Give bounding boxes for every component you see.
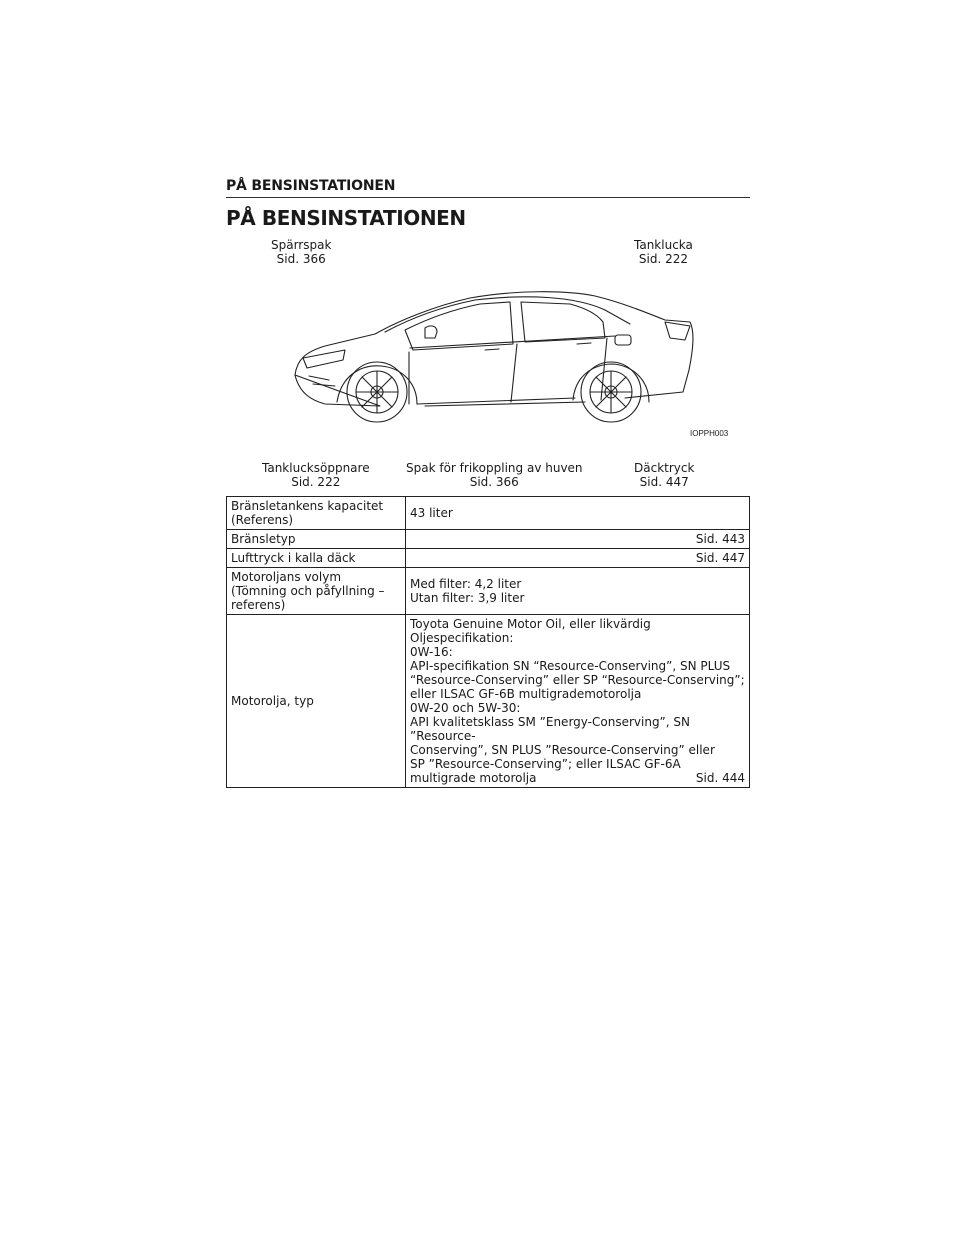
oil-capacity-value: Med filter: 4,2 liter Utan filter: 3,9 liter — [406, 568, 750, 615]
callout-tire-pressure — [634, 461, 694, 489]
oil-type-cell — [406, 615, 750, 788]
fuel-type-ref: Sid. 443 — [406, 530, 750, 549]
callout-fuel-door-opener — [262, 461, 370, 489]
callout-fuel-door-opener-label: Tanklucksöppnare — [262, 461, 370, 475]
running-header: PÅ BENSINSTATIONEN — [226, 178, 396, 194]
spec-table — [226, 496, 750, 788]
oil-type-value: Toyota Genuine Motor Oil, eller likvärdig Oljespecifikation: 0W-16: API-specifikation SN “Resource-Conserving”, SN PLUS “Resource-Conserving” eller SP “Resource-Conserving”; eller ILSAC GF-6B multigrademotorolja 0W-20 och 5W-30: API kvalitetsklass SM ”Energy-Conserving”, SN ”Resource- Conserving”, SN PLUS ”Resource-Conserving” eller SP ”Resource-Conserving”; eller ILSAC GF-6A multigrade motorolja — [410, 617, 745, 785]
fuel-type-label: Bränsletyp — [227, 530, 406, 549]
callout-lock-lever-label: Spärrspak — [271, 238, 332, 252]
car-side-illustration — [285, 280, 705, 430]
oil-type-ref: Sid. 444 — [695, 771, 745, 785]
cold-tire-pressure-ref: Sid. 447 — [406, 549, 750, 568]
cold-tire-pressure-label: Lufttryck i kalla däck — [227, 549, 406, 568]
callout-tire-pressure-ref: Sid. 447 — [639, 475, 689, 489]
table-row — [227, 530, 750, 549]
callout-fuel-door-ref: Sid. 222 — [638, 252, 688, 266]
fuel-tank-capacity-value: 43 liter — [406, 497, 750, 530]
callout-hood-release-label: Spak för frikoppling av huven — [406, 461, 583, 475]
table-row — [227, 568, 750, 615]
table-row — [227, 497, 750, 530]
header-rule — [226, 197, 750, 198]
callout-hood-release — [406, 461, 583, 489]
callout-fuel-door-label: Tanklucka — [634, 238, 693, 252]
oil-type-label: Motorolja, typ — [227, 615, 406, 788]
callout-lock-lever-ref: Sid. 366 — [276, 252, 326, 266]
oil-capacity-label: Motoroljans volym (Tömning och påfyllning – referens) — [227, 568, 406, 615]
callout-lock-lever — [271, 238, 331, 266]
callout-fuel-door — [634, 238, 693, 266]
table-row — [227, 549, 750, 568]
callout-tire-pressure-label: Däcktryck — [634, 461, 695, 475]
figure-code: IOPPH003 — [690, 429, 729, 438]
callout-hood-release-ref: Sid. 366 — [469, 475, 519, 489]
fuel-tank-capacity-label: Bränsletankens kapacitet (Referens) — [227, 497, 406, 530]
page-title: PÅ BENSINSTATIONEN — [226, 206, 466, 230]
callout-fuel-door-opener-ref: Sid. 222 — [291, 475, 341, 489]
table-row — [227, 615, 750, 788]
